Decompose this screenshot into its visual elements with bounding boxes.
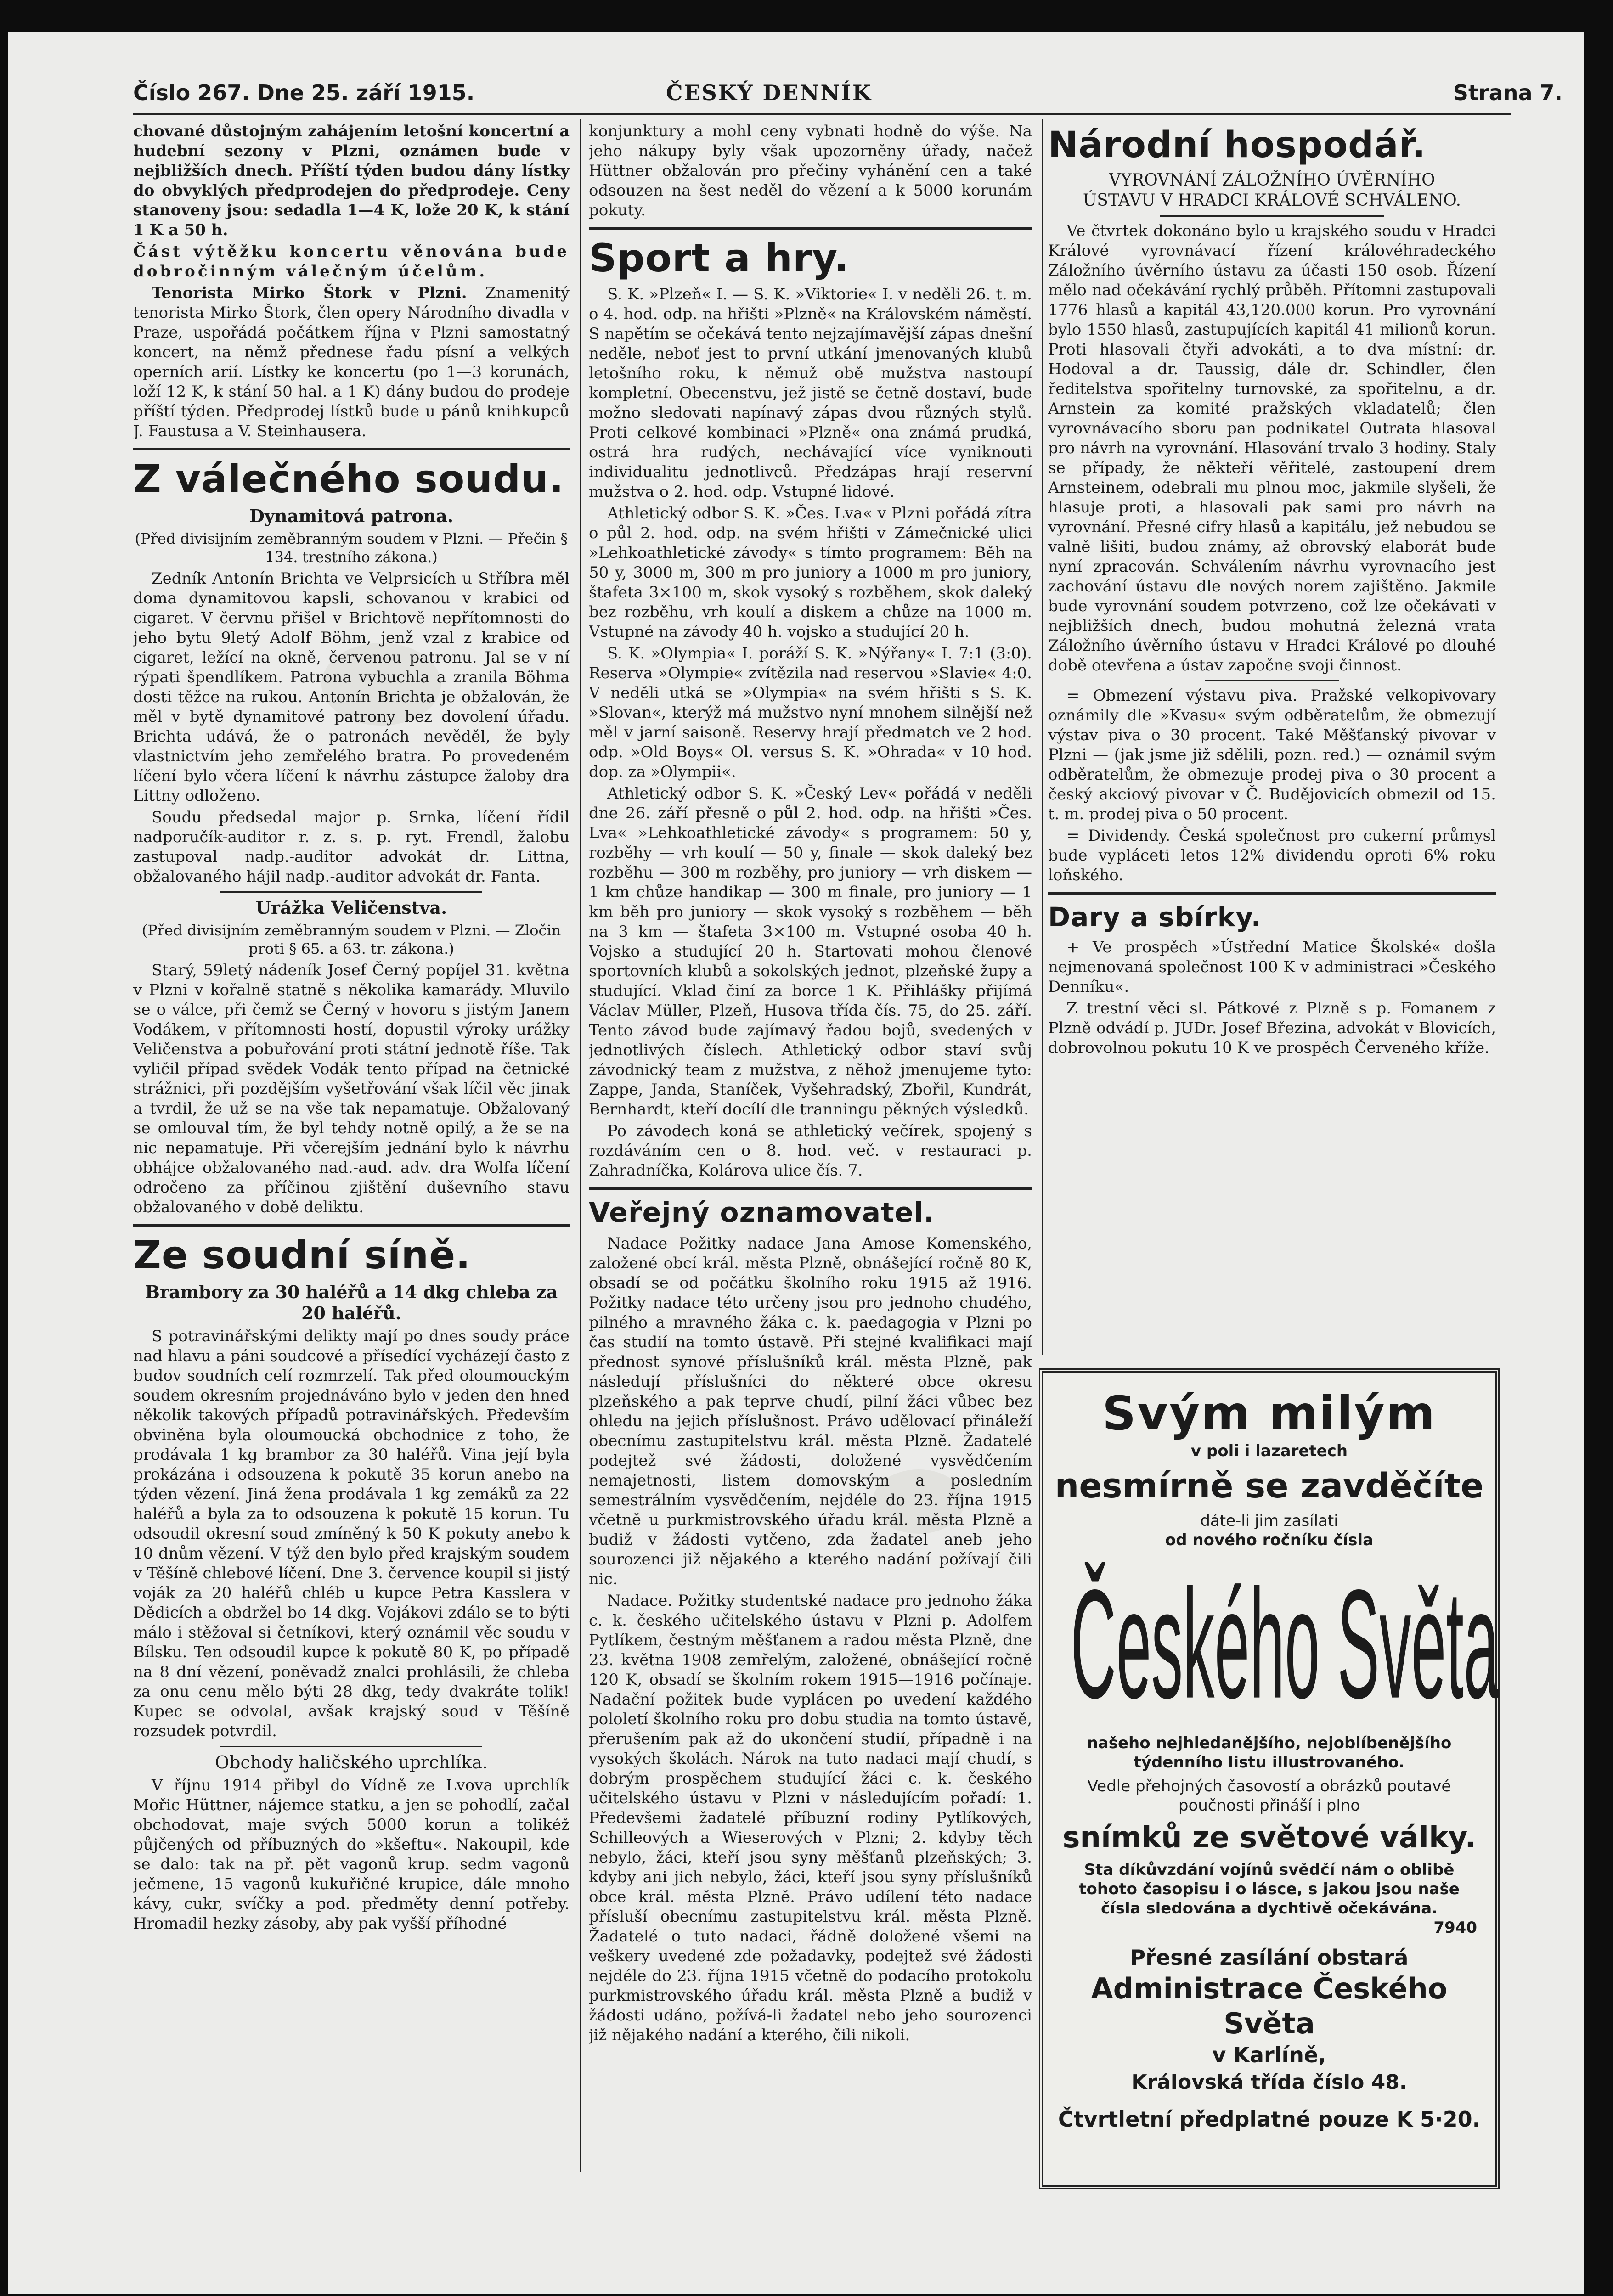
courtroom-text: S potravinářskými delikty mají po dnes soudy práce nad hlavu a páni soudcové a přísedící vycházejí často z budov soudních celí rozmrzelí. Tak před oloumouckým soudem okresním projednáváno bylo v jeden den hned několik takových případů potravinářských. Především obviněna byla oloumoucká obchodnice z toho, že prodávala 1 kg brambor za 30 haléřů. Vina její byla prokázána i odsouzena k pokutě 35 korun anebo na týden vězení. Jiná žena prodávala 1 kg zemáků za 22 haléřů a byla za to odsouzena k pokutě 15 korun. Tu odsoudil okresní soud zmíněný k 50 K pokuty anebo k 10 dnům vězení. V týž den bylo před krajským soudem v Těšíně chlebové líčení. Dne 3. července koupil si jistý voják za 20 haléřů chléb u kupce Petra Kasslera v Dědicích a obdržel bo 14 dkg. Vojákovi zdálo se to býti málo i stěžoval si četníkovi, který oznámil věc soudu v Bílsku. Ten odsoudil kupce k pokutě 80 K, po případě na 8 dní vězení, poněvadž znalci prohlásili, že chleba za onu cenu mělo býti 28 dkg, tedy dvakráte tolik! Kupec se odvolal, avšak krajský soud v Těšíně rozsudek potvrdil.: [133, 1327, 570, 1740]
ad-line: našeho nejhledanějšího, nejoblíbenějšího týdenního listu illustrovaného.: [1087, 1734, 1452, 1772]
dynamite-title: Dynamitová patrona.: [249, 506, 454, 526]
concert-paragraph: chované důstojným zahájením letošní koncertní a hudební sezony v Plzni, oznámen bude v nejbližších dnech. Příští týden budou dány lístky do obvyklých předprodejen do předprodeje. Ceny stanoveny jsou: sedadla 1—4 K, lože 20 K, k stání 1 K a 50 h.: [133, 122, 570, 239]
ad-line: Vedle přehojných časovostí a obrázků poutavé poučnosti přináší i plno: [1087, 1777, 1451, 1815]
ad-line: Přesné zasílání obstará: [1130, 1945, 1409, 1970]
sport-evening: Po závodech koná se athletický večírek, spojený s rozdáváním cen o 8. hod. več. v restauraci p. Zahradníčka, Kolárova ulice čís. 7.: [589, 1122, 1032, 1180]
section-rule: [589, 227, 1032, 230]
short-rule: [220, 891, 482, 893]
column-divider: [1042, 119, 1043, 1355]
newspaper-title: ČESKÝ DENNÍK: [666, 80, 873, 105]
courtroom-title: Ze soudní síně.: [133, 1232, 471, 1277]
section-rule: [589, 1187, 1032, 1190]
courtroom-subtitle: Brambory za 30 haléřů a 14 dkg chleba za 20 haléřů.: [145, 1282, 558, 1323]
sport-title: Sport a hry.: [589, 236, 850, 281]
page-number: Strana 7.: [1453, 80, 1562, 105]
cesky-svet-advertisement: [1039, 1368, 1500, 2189]
short-rule: [220, 1746, 482, 1747]
ad-line: v Karlíně,: [1212, 2043, 1326, 2067]
economy-subtitle: VYROVNÁNÍ ZÁLOŽNÍHO ÚVĚRNÍHO ÚSTAVU V HRADCI KRÁLOVÉ SCHVÁLENO.: [1083, 171, 1461, 210]
ad-line: dáte-li jim zasílati: [1200, 1512, 1338, 1530]
concert-charity: Část výtěžku koncertu věnována bude dobročinným válečným účelům.: [133, 242, 570, 281]
ad-line: v poli i lazaretech: [1190, 1442, 1348, 1460]
section-rule: [1048, 892, 1496, 895]
sport-football: S. K. »Plzeň« I. — S. K. »Viktorie« I. v neděli 26. t. m. o 4. hod. odp. na hřišti »Plzně« na Královském náměstí. S napětím se očekává tento nejzajímavější zápas dnešní neděle, neboť jest to první utkání jmenovaných klubů letošního roku, k němuž obě mužstva nastoupí kompletní. Obecenstvu, jež jistě se četně dostaví, bude možno sledovati napínavý zápas dvou různých stylů. Proti celkové kombinaci »Plzně« ona známá prudká, ostrá hra rudých, nechávající více vyniknouti individualitu jednotlivců. Předzápas hrají reservní mužstva o 2. hod. odp. Vstupné lidové.: [589, 285, 1032, 501]
section-rule: [133, 1224, 570, 1227]
refugee-text: V říjnu 1914 přibyl do Vídně ze Lvova uprchlík Mořic Hüttner, nájemce statku, a jen se pohodlí, začal obchodovat, maje svých 5000 korun a tolikéž půjčených od příbuzných do »kšeftu«. Nakoupil, kde se dalo: tak na př. pět vagonů krup. sedm vagonů ječmene, 15 vagonů kukuřičné krupice, dále mnoho kávy, cukr, svíčky a pod. předměty denní potřeby. Hromadil hezky zásoby, aby pak vyšší příhodné: [133, 1776, 570, 1933]
column-divider: [580, 119, 581, 2172]
hoarding-continuation: konjunktury a mohl ceny vybnati hodně do výše. Na jeho nákupy byly však upozorněny úřady, načež Hüttner obžalován pro přečiny vyhánění cen a také odsouzen na šest neděl do vězení a k 5000 korunám pokuty.: [589, 122, 1032, 219]
column-1: [133, 122, 570, 2174]
dynamite-court: (Před divisijním zeměbranným soudem v Plzni. — Přečin § 134. trestního zákona.): [135, 530, 568, 566]
war-court-title: Z válečného soudu.: [133, 456, 564, 501]
donation-red-cross: Z trestní věci sl. Pátkové z Plzně s p. Fomanem z Plzně odvádí p. JUDr. Josef Březina, advokát v Blovicích, dobrovolnou pokutu 10 K ve prospěch Červeného kříže.: [1048, 999, 1496, 1057]
lese-majeste-title: Urážka Veličenstva.: [255, 897, 447, 918]
short-rule: [1160, 215, 1384, 217]
beer-restriction: = Obmezení výstavu piva. Pražské velkopivovary oznámily dle »Kvasu« svým odběratelům, že obmezují výstav piva o 30 procent. Také Měšťanský pivovar v Plzni — (jak jsme již sdělili, pozn. red.) — oznámil svým odběratelům, že obmezuje prodej piva o 30 procent a český akciový pivovar v Č. Budějovicích obmezil od 15. t. m. prodej piva o 50 procent.: [1048, 687, 1496, 823]
sport-olympia: S. K. »Olympia« I. poráží S. K. »Nýřany« I. 7:1 (3:0). Reserva »Olympie« zvítězila nad reservou »Slavie« 4:0. V neděli utká se »Olympia« na svém hřišti s S. K. »Slovan«, kterýž má mužstvo nyní mnohem silnější než měl v jarní saisoně. Reservy hrají předmatch ve 2 hod. odp. »Old Boys« Ol. versus S. K. »Ohrada« v 10 hod. dop. za »Olympii«.: [589, 644, 1032, 781]
ad-price: Čtvrtletní předplatné pouze K 5·20.: [1058, 2107, 1481, 2132]
column-2: [589, 122, 1032, 2174]
ad-headline-2: nesmírně se zavděčíte: [1055, 1466, 1484, 1506]
ad-address: Královská třída číslo 48.: [1131, 2071, 1407, 2094]
ad-headline: Svým milým: [1102, 1386, 1437, 1441]
tenor-text: Znamenitý tenorista Mirko Štork, člen opery Národního divadla v Praze, uspořádá počátkem října v Plzni samostatný koncert, na němž přednese řadu písní a velkých operních arií. Lístky ke koncertu (po 1—3 korunách, loží 12 K, k stání 50 hal. a 1 K) dány budou do prodeje příští týden. Předprodej lístků bude u pánů knihkupců J. Faustusa a V. Steinhausera.: [133, 284, 570, 440]
short-rule: [1205, 680, 1339, 681]
ad-line: Sta díkůvzdání vojínů svědčí nám o oblibě tohoto časopisu i o lásce, s jakou jsou naše čísla sledována a dychtivě očekávána.: [1079, 1861, 1460, 1918]
economy-title: Národní hospodář.: [1048, 124, 1426, 166]
ad-war-photos: snímků ze světové války.: [1062, 1821, 1476, 1855]
issue-date: Číslo 267. Dne 25. září 1915.: [133, 80, 475, 105]
ad-administration: Administrace Českého Světa: [1091, 1972, 1448, 2040]
ad-code: 7940: [1433, 1919, 1477, 1937]
foundation-komensky: Nadace Požitky nadace Jana Amose Komenského, založené obcí král. města Plzně, obnášející ročně 80 K, obsadí se od počátku školního roku 1915 až 1916. Požitky nadace této určeny jsou pro jednoho chudého, pilného a mravného žáka c. k. paedagogia v Plzni po čas studií na tomto ústavě. Při stejné kvalifikaci mají přednost synové příslušníků král. města Plzně, pak následují příslušníci do některé obce okresu plzeňského a pak teprve chudí, pilní žáci vůbec bez ohledu na jejich příslušnost. Právo udělovací přináleží obecnímu zastupitelstvu král. města Plzně. Žadatelé podejtež své žádosti, doložené vysvědčením nemajetnosti, listem domovským a posledním semestrálním vysvědčením, nejdéle do 23. října 1915 včetně u purkmistrovského úřadu král. města Plzně a budiž v žádosti vytčeno, zda žadatel aneb jeho sourozenci již nějakého a kterého nadání požívají čili nic.: [589, 1234, 1032, 1588]
section-rule: [133, 448, 570, 450]
donation-matice: + Ve prospěch »Ústřední Matice Školské« došla nejmenovaná společnost 100 K v administraci »Českého Denníku«.: [1048, 938, 1496, 996]
lese-majeste-court: (Před divisijním zeměbranným soudem v Plzni. — Zločin proti § 65. a 63. tr. zákona.): [141, 922, 561, 957]
dynamite-court-officials: Soudu předsedal major p. Srnka, líčení řídil nadporučík-auditor r. z. s. p. ryt. Frendl, žalobu zastupoval nadp.-auditor advokát dr. Littna, obžalovaného hájil nadp.-auditor advokát dr. Fanta.: [133, 808, 570, 886]
dividends: = Dividendy. Česká společnost pro cukerní průmysl bude vypláceti letos 12% dividendu oproti 6% roku loňského.: [1048, 827, 1496, 884]
sport-athletics-program: Athletický odbor S. K. »Český Lev« pořádá v neděli dne 26. září přesně o půl 2. hod. odp. na hřišti »Čes. Lva« »Lehkoathletické závody« s programem: 50 y, rozběhy — vrh koulí — 50 y, finale — skok daleký bez rozběhu — 300 m rozběhy, pro juniory — vrh diskem — 1 km chůze handikap — 300 m finale, pro juniory — 1 km běh pro juniory — skok vysoký s rozběhem — běh na 3 km — štafeta 3×100 m. Vstupné osoba 40 h. Vojsko a studující 20 h. Startovati mohou členové sportovních klubů a sokolských jednot, plzeňské župy a studující. Vklad činí za borce 1 K. Přihlášky přijímá Václav Müller, Plzeň, Husova třída čís. 75, do 25. září. Tento závod bude zajímavý řadou bojů, svedených v jednotlivých číslech. Athletický odbor staví svůj závodnický team z mužstva, z něhož jmenujeme tyto: Zappe, Janda, Staníček, Vyšehradský, Zbořil, Kundrát, Bernhardt, kteří docílí dle tranningu pěkných výsledků.: [589, 784, 1032, 1119]
donations-title: Dary a sbírky.: [1048, 901, 1262, 933]
sport-athletics-lev: Athletický odbor S. K. »Čes. Lva« v Plzni pořádá zítra o půl 2. hod. odp. na svém hřišti v Zámečnické ulici »Lehkoathletické závody« s tímto programem: Běh na 50 y, 3000 m, 300 m pro juniory a 1000 m pro juniory, štafeta 3×100 m, skok vysoký s rozběhem, skok daleký bez rozběhu, vrh koulí a diskem a chůze na 1000 m. Vstupné na závody 40 h. vojsko a studující 20 h.: [589, 504, 1032, 641]
dynamite-text: Zedník Antonín Brichta ve Velprsicích u Stříbra měl doma dynamitovou kapsli, schovanou v krabici od cigaret. V červnu přišel v Brichtově nepřítomnosti do jeho bytu 9letý Adolf Böhm, jenž vzal z krabice od cigaret, ležící na okně, červenou patronu. Jal se v ní rýpati špendlíkem. Patrona vybuchla a zranila Böhma dosti těžce na rukou. Antonín Brichta je obžalován, že měl v bytě dynamitové patrony bez dovolení úřadu. Brichta udává, že o patronách nevěděl, že byly vlastnictvím jeho zemřelého bratra. Po provedeném líčení bylo včera líčení k návrhu zástupce žaloby dra Littny odloženo.: [133, 569, 570, 805]
header-rule: [133, 113, 1511, 115]
economy-text: Ve čtvrtek dokonáno bylo u krajského soudu v Hradci Králové vyrovnávací řízení královéhradeckého Záložního úvěrního ústavu za účasti 150 osob. Řízení mělo nad očekávání rychlý průběh. Přítomni zastupovali 1776 hlasů a kapitál 43,120.000 korun. Pro vyrovnání bylo 1550 hlasů, zastupujících kapitál 41 milionů korun. Proti hlasovali čtyři advokáti, a to dva místní: dr. Hodoval a dr. Taussig, dále dr. Schindler, člen ředitelstva spořitelny turnovské, za spořitelnu, a dr. Arnstein za komité pražských vkladatelů; člen vyrovnávacího sboru pan podnikatel Outrata hlasoval pro návrh na vyrovnání. Hlasování trvalo 3 hodiny. Staly se případy, že někteří věřitelé, zastoupení drem Arnsteinem, odebrali mu plnou moc, jakmile slyšeli, že hlasuje proti, a hlasovali pak sami pro návrh na vyrovnání. Přesné cifry hlasů a kapitálu, jež nebudou se valně lišiti, budou známy, až obrovský elaborát bude nyní zpracován. Schválením návrhu vyrovnacího jest zachování ústavu dle nových norem zajištěno. Jakmile bude vyrovnání soudem potvrzeno, což lze očekávati v nejbližších dnech, budou mohutná železná vrata Záložního úvěrního ústavu v Hradci Králové po dlouhé době otevřena a ústav započne svoji činnost.: [1048, 222, 1496, 675]
column-3: [1048, 122, 1496, 1362]
lese-majeste-text: Starý, 59letý nádeník Josef Černý popíjel 31. května v Plzni v kořalně statně s několika kamarády. Mluvilo se o válce, při čemž se Černý v hovoru s jistým Janem Vodákem, v přítomnosti hostí, dopustil výroky urážky Veličenstva a pobuřování proti státní jednotě říše. Tak vyličil případ svědek Vodák tento případ na četnické strážnici, při pozdějším vyšetřování však líčil věc jinak a tvrdil, že už se na vše tak nepamatuje. Obžalovaný se omlouval tím, že byl tehdy notně opilý, a že se na nic nepamatuje. Při včerejším jednání bylo k návrhu obhájce obžalovaného nad.-aud. adv. dra Wolfa líčení odročeno za příčinou zjištění duševního stavu obžalovaného v době deliktu.: [133, 961, 570, 1216]
ad-line: od nového ročníku čísla: [1165, 1531, 1374, 1549]
tenor-headline: Tenorista Mirko Štork v Plzni.: [152, 284, 467, 302]
refugee-title: Obchody haličského uprchlíka.: [215, 1752, 488, 1773]
foundation-pytlik: Nadace. Požitky studentské nadace pro jednoho žáka c. k. českého učitelského ústavu v Plzni p. Adolfem Pytlíkem, čestným měšťanem a radou města Plzně, dne 23. května 1908 zemřelým, založené, obnášející ročně 120 K, obsadí se školním rokem 1915—1916 počínaje. Nadační požitek bude vyplácen po uvedení každého pololetí školního roku pro dobu studia na tomto ústavě, přerušením pak až do ukončení studií, případně i na vysokých školách. Nárok na tuto nadaci mají chudí, s dobrým prospěchem studující žáci c. k. českého učitelského ústavu v Plzni v následujícím pořadí: 1. Předevšemi žadatelé příbuzní rodiny Pytlíkových, Schilleových a Wieserových v Plzni; 2. kdyby těch nebylo, žáci, kteří jsou syny měšťanů plzeňských; 3. kdyby ani jich nebylo, žáci, kteří jsou syny příslušníků obce král. města Plzně. Právo udílení této nadace přísluší obecnímu zastupitelstvu král. města Plzně. Žadatelé o tuto nadaci, řádně doložené všemi na veškery uvedené zde požadavky, podejtež své žádosti nejdéle do 23. října 1915 včetně do podacího protokolu purkmistrovského úřadu král. města Plzně a budiž v žádosti udáno, požívá-li žadatel nebo jeho sourozenci již nějakého nadání a kterého, čili nikoli.: [589, 1592, 1032, 2044]
notices-title: Veřejný oznamovatel.: [589, 1197, 935, 1229]
ad-magazine-name: Českého Světa: [1071, 1557, 1499, 1731]
